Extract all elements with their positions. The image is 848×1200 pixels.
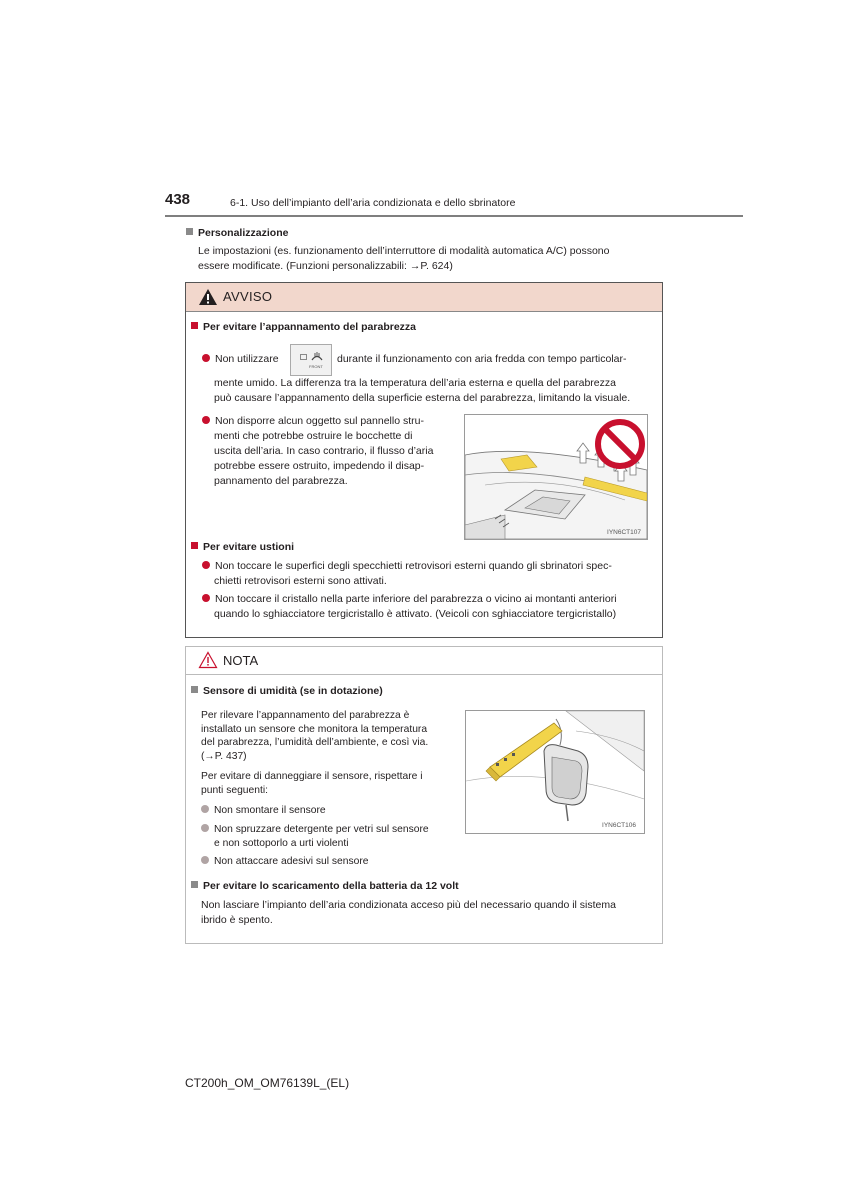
indicator-icon <box>300 354 307 360</box>
bullet-dot-icon <box>201 856 209 864</box>
figure-code: IYN6CT107 <box>607 529 641 536</box>
header-rule <box>165 215 743 217</box>
prohibited-icon <box>593 417 647 471</box>
button-label: FRONT <box>309 364 323 369</box>
bullet-dot-icon <box>201 805 209 813</box>
sensor-bullet-1: Non smontare il sensore <box>201 803 326 818</box>
sensor-bullet-2: Non spruzzare detergente per vetri sul sensore <box>201 822 429 837</box>
page-number: 438 <box>165 191 191 208</box>
warning-item1-line2: mente umido. La differenza tra la temperatura dell’aria esterna e quella del parabrezza <box>214 377 616 389</box>
warning-triangle-icon <box>198 288 218 306</box>
warning-item1-line1: Non utilizzare <box>202 352 279 367</box>
warning-box <box>185 282 663 638</box>
burns-item1-line1: Non toccare le superfici degli specchietti retrovisori esterni quando gli sbrinatori spec- <box>202 559 612 574</box>
battery-heading: Per evitare lo scaricamento della batteria da 12 volt <box>191 880 459 892</box>
warning-item1-line3: può causare l’appannamento della superficie esterna del parabrezza, limitando la visuale. <box>214 392 631 404</box>
humidity-sensor-para2: Per evitare di danneggiare il sensore, rispettare i punti seguenti: <box>201 771 423 796</box>
battery-text-line1: Non lasciare l’impianto dell’aria condizionata acceso più del necessario quando il sistema <box>201 899 616 911</box>
humidity-sensor-figure <box>465 710 645 834</box>
warning-item2: Non disporre alcun oggetto sul pannello stru- menti che potrebbe ostruire le bocchette di uscita dell’aria. In caso contrario, il flusso d’aria potrebbe essere ostruito, impedendo il disap- pannamento del parabrezza. <box>202 414 457 489</box>
personalization-text-line1: Le impostazioni (es. funzionamento dell’interruttore di modalità automatica A/C) possono <box>198 245 610 257</box>
square-bullet-icon <box>191 686 198 693</box>
bullet-dot-icon <box>201 824 209 832</box>
burns-item2-line2: quando lo sghiacciatore tergicristallo è attivato. (Veicoli con sghiacciatore tergicristallo) <box>214 608 617 620</box>
note-header <box>186 647 662 675</box>
document-code: CT200h_OM_OM76139L_(EL) <box>185 1076 350 1090</box>
defogger-icon <box>311 350 323 362</box>
warning-item1-after: durante il funzionamento con aria fredda con tempo particolar- <box>337 353 627 365</box>
personalization-heading: Personalizzazione <box>186 227 288 239</box>
square-bullet-icon <box>191 322 198 329</box>
chapter-title: 6-1. Uso dell’impianto dell’aria condizionata e dello sbrinatore <box>230 197 516 209</box>
bullet-dot-icon <box>202 561 210 569</box>
bullet-dot-icon <box>202 354 210 362</box>
square-bullet-icon <box>191 881 198 888</box>
sensor-bullet-3: Non attaccare adesivi sul sensore <box>201 854 369 869</box>
battery-text-line2: ibrido è spento. <box>201 914 273 926</box>
note-title: NOTA <box>223 653 259 668</box>
bullet-dot-icon <box>202 594 210 602</box>
figure-code: IYN6CT106 <box>602 822 636 829</box>
warning-header <box>186 283 662 312</box>
note-box <box>185 646 663 944</box>
mirror-sensor-illustration <box>466 711 644 833</box>
caution-triangle-icon <box>198 651 218 669</box>
bullet-dot-icon <box>202 416 210 424</box>
front-defogger-button-image <box>290 344 332 376</box>
humidity-sensor-heading: Sensore di umidità (se in dotazione) <box>191 685 383 697</box>
warning-section-heading: Per evitare l’appannamento del parabrezza <box>191 321 416 333</box>
sensor-bullet-2-cont: e non sottoporlo a urti violenti <box>214 838 349 849</box>
square-bullet-icon <box>186 228 193 235</box>
warning-title: AVVISO <box>223 289 273 304</box>
dashboard-vents-figure <box>464 414 648 540</box>
burns-item1-line2: chietti retrovisori esterni sono attivati. <box>214 575 387 587</box>
humidity-sensor-para1: Per rilevare l’appannamento del parabrezza è installato un sensore che monitora la temperatura del parabrezza, l’umidità dell’ambiente, e così via. (→P. 437) <box>201 710 429 762</box>
burns-heading: Per evitare ustioni <box>191 541 294 553</box>
personalization-text-line2: essere modificate. (Funzioni personalizzabili: →P. 624) <box>198 260 453 272</box>
burns-item2-line1: Non toccare il cristallo nella parte inferiore del parabrezza o vicino ai montanti anteriori <box>202 592 617 607</box>
square-bullet-icon <box>191 542 198 549</box>
